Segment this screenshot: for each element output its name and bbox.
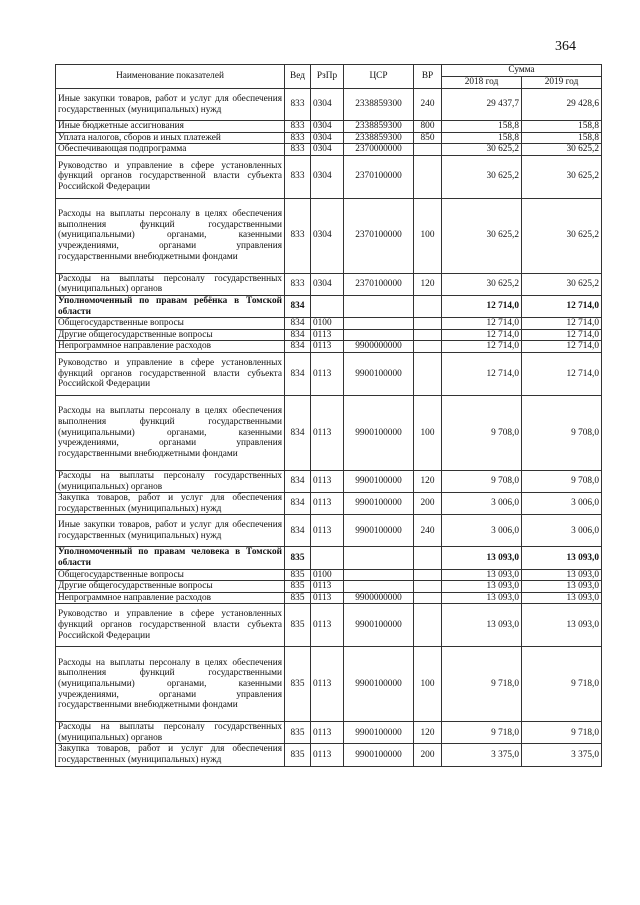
cell-csr: 2370000000 [344,144,414,156]
cell-vr [414,318,442,330]
table-row [56,604,602,647]
cell-y2019: 30 625,2 [522,144,602,156]
cell-ved: 835 [285,647,311,722]
cell-name: Непрограммное направление расходов [56,341,285,353]
cell-y2018: 12 714,0 [442,341,522,353]
cell-csr: 2338859300 [344,121,414,133]
table-row [56,515,602,547]
cell-vr: 240 [414,515,442,547]
cell-csr: 2370100000 [344,198,414,273]
cell-rzpr: 0100 [311,318,344,330]
table-row [56,569,602,581]
cell-csr [344,318,414,330]
cell-y2019: 29 428,6 [522,89,602,121]
cell-y2019: 3 006,0 [522,493,602,515]
cell-vr [414,547,442,569]
cell-y2018: 13 093,0 [442,604,522,647]
table-row [56,581,602,593]
cell-name: Расходы на выплаты персоналу государственных (муниципальных) органов [56,273,285,295]
cell-y2018: 30 625,2 [442,155,522,198]
cell-rzpr: 0113 [311,352,344,395]
cell-rzpr: 0304 [311,89,344,121]
cell-name: Иные закупки товаров, работ и услуг для обеспечения государственных (муниципальных) нужд [56,89,285,121]
table-row [56,470,602,492]
cell-vr [414,581,442,593]
cell-y2018: 13 093,0 [442,581,522,593]
cell-csr: 2370100000 [344,273,414,295]
cell-csr: 2338859300 [344,132,414,144]
table-row [56,329,602,341]
cell-rzpr: 0113 [311,515,344,547]
table-row [56,592,602,604]
cell-name: Уполномоченный по правам ребёнка в Томской области [56,295,285,317]
cell-rzpr: 0113 [311,395,344,470]
cell-ved: 834 [285,329,311,341]
cell-y2019: 158,8 [522,121,602,133]
cell-ved: 833 [285,121,311,133]
cell-ved: 834 [285,395,311,470]
cell-csr [344,547,414,569]
cell-y2019: 12 714,0 [522,318,602,330]
header-sum: Сумма [442,65,602,77]
cell-y2019: 13 093,0 [522,547,602,569]
cell-rzpr [311,547,344,569]
header-rzpr: РзПр [311,65,344,89]
cell-vr: 240 [414,89,442,121]
cell-vr [414,341,442,353]
cell-y2019: 13 093,0 [522,581,602,593]
cell-ved: 834 [285,352,311,395]
header-name: Наименование показателей [56,65,285,89]
cell-ved: 834 [285,295,311,317]
cell-vr [414,155,442,198]
cell-y2018: 12 714,0 [442,295,522,317]
cell-y2018: 9 718,0 [442,647,522,722]
cell-y2019: 12 714,0 [522,329,602,341]
table-row [56,121,602,133]
cell-y2019: 9 708,0 [522,470,602,492]
cell-y2019: 13 093,0 [522,569,602,581]
cell-ved: 834 [285,493,311,515]
cell-y2018: 158,8 [442,121,522,133]
cell-name: Руководство и управление в сфере установленных функций органов государственной власти субъекта Российской Федерации [56,352,285,395]
cell-y2018: 12 714,0 [442,329,522,341]
cell-rzpr: 0304 [311,132,344,144]
page-number: 364 [555,39,576,54]
cell-name: Уполномоченный по правам человека в Томской области [56,547,285,569]
cell-csr: 9900000000 [344,592,414,604]
table-row [56,295,602,317]
table-row [56,744,602,766]
cell-vr [414,329,442,341]
table-row [56,341,602,353]
cell-rzpr: 0113 [311,470,344,492]
cell-vr [414,295,442,317]
cell-y2019: 12 714,0 [522,295,602,317]
cell-y2019: 3 006,0 [522,515,602,547]
cell-csr [344,295,414,317]
cell-y2018: 9 718,0 [442,722,522,744]
cell-rzpr: 0304 [311,121,344,133]
cell-y2019: 12 714,0 [522,341,602,353]
table-row [56,198,602,273]
table-row [56,132,602,144]
cell-csr: 9900100000 [344,647,414,722]
table-row [56,352,602,395]
cell-ved: 835 [285,722,311,744]
table-row [56,273,602,295]
header-vr: ВР [414,65,442,89]
cell-y2018: 3 006,0 [442,515,522,547]
header-2019: 2019 год [522,77,602,89]
header-ved: Вед [285,65,311,89]
cell-ved: 833 [285,132,311,144]
cell-rzpr: 0113 [311,329,344,341]
cell-y2019: 13 093,0 [522,604,602,647]
cell-vr [414,569,442,581]
cell-rzpr: 0113 [311,493,344,515]
cell-name: Непрограммное направление расходов [56,592,285,604]
cell-ved: 835 [285,581,311,593]
cell-y2018: 29 437,7 [442,89,522,121]
table-row [56,89,602,121]
cell-vr: 850 [414,132,442,144]
cell-y2018: 13 093,0 [442,592,522,604]
cell-ved: 835 [285,604,311,647]
cell-rzpr: 0100 [311,569,344,581]
cell-vr: 800 [414,121,442,133]
cell-rzpr: 0304 [311,144,344,156]
header-csr: ЦСР [344,65,414,89]
cell-ved: 835 [285,547,311,569]
cell-name: Общегосударственные вопросы [56,569,285,581]
cell-y2018: 12 714,0 [442,352,522,395]
cell-vr: 200 [414,493,442,515]
cell-y2019: 9 718,0 [522,647,602,722]
cell-y2019: 9 708,0 [522,395,602,470]
cell-y2019: 9 718,0 [522,722,602,744]
table-row [56,395,602,470]
cell-y2018: 3 006,0 [442,493,522,515]
cell-name: Расходы на выплаты персоналу государственных (муниципальных) органов [56,722,285,744]
cell-csr: 9900100000 [344,515,414,547]
cell-csr: 9900100000 [344,470,414,492]
cell-ved: 834 [285,470,311,492]
cell-y2018: 12 714,0 [442,318,522,330]
cell-rzpr: 0113 [311,592,344,604]
cell-y2019: 30 625,2 [522,198,602,273]
budget-table [55,64,602,767]
cell-ved: 833 [285,198,311,273]
cell-ved: 834 [285,515,311,547]
cell-rzpr: 0113 [311,744,344,766]
table-row [56,318,602,330]
table-row [56,547,602,569]
cell-ved: 833 [285,155,311,198]
cell-rzpr: 0113 [311,647,344,722]
cell-y2019: 158,8 [522,132,602,144]
cell-ved: 834 [285,341,311,353]
cell-name: Расходы на выплаты персоналу в целях обеспечения выполнения функций государственными (муниципальными) органами, казенными учреждениями, органами управления государственными внебюджетными фондами [56,395,285,470]
cell-csr [344,569,414,581]
cell-rzpr: 0304 [311,198,344,273]
cell-name: Расходы на выплаты персоналу в целях обеспечения выполнения функций государственными (муниципальными) органами, казенными учреждениями, органами управления государственными внебюджетными фондами [56,647,285,722]
cell-rzpr [311,295,344,317]
cell-name: Расходы на выплаты персоналу государственных (муниципальных) органов [56,470,285,492]
cell-y2018: 158,8 [442,132,522,144]
cell-csr [344,329,414,341]
cell-rzpr: 0113 [311,341,344,353]
table-row [56,493,602,515]
cell-y2018: 30 625,2 [442,144,522,156]
cell-csr: 9900100000 [344,604,414,647]
cell-y2018: 9 708,0 [442,470,522,492]
cell-name: Расходы на выплаты персоналу в целях обеспечения выполнения функций государственными (муниципальными) органами, казенными учреждениями, органами управления государственными внебюджетными фондами [56,198,285,273]
cell-vr: 200 [414,744,442,766]
cell-name: Другие общегосударственные вопросы [56,581,285,593]
cell-y2018: 13 093,0 [442,569,522,581]
cell-ved: 833 [285,89,311,121]
cell-vr: 100 [414,198,442,273]
cell-name: Уплата налогов, сборов и иных платежей [56,132,285,144]
header-2018: 2018 год [442,77,522,89]
cell-vr: 120 [414,722,442,744]
cell-csr [344,581,414,593]
cell-name: Иные закупки товаров, работ и услуг для обеспечения государственных (муниципальных) нужд [56,515,285,547]
cell-rzpr: 0304 [311,155,344,198]
cell-csr: 9900100000 [344,744,414,766]
cell-name: Закупка товаров, работ и услуг для обеспечения государственных (муниципальных) нужд [56,493,285,515]
cell-csr: 9900100000 [344,352,414,395]
cell-name: Другие общегосударственные вопросы [56,329,285,341]
cell-name: Обеспечивающая подпрограмма [56,144,285,156]
cell-rzpr: 0304 [311,273,344,295]
cell-y2019: 12 714,0 [522,352,602,395]
cell-name: Руководство и управление в сфере установленных функций органов государственной власти субъекта Российской Федерации [56,155,285,198]
cell-vr: 120 [414,273,442,295]
table-row [56,155,602,198]
cell-ved: 835 [285,569,311,581]
cell-name: Руководство и управление в сфере установленных функций органов государственной власти субъекта Российской Федерации [56,604,285,647]
cell-csr: 2338859300 [344,89,414,121]
cell-name: Общегосударственные вопросы [56,318,285,330]
cell-name: Закупка товаров, работ и услуг для обеспечения государственных (муниципальных) нужд [56,744,285,766]
cell-vr [414,352,442,395]
cell-ved: 833 [285,144,311,156]
cell-csr: 9900100000 [344,722,414,744]
cell-y2019: 3 375,0 [522,744,602,766]
table-row [56,144,602,156]
cell-ved: 833 [285,273,311,295]
cell-ved: 835 [285,744,311,766]
cell-vr: 100 [414,647,442,722]
cell-csr: 9900000000 [344,341,414,353]
cell-rzpr: 0113 [311,604,344,647]
cell-y2019: 30 625,2 [522,155,602,198]
cell-y2019: 30 625,2 [522,273,602,295]
cell-vr [414,144,442,156]
cell-y2019: 13 093,0 [522,592,602,604]
cell-y2018: 13 093,0 [442,547,522,569]
cell-vr: 120 [414,470,442,492]
cell-vr [414,604,442,647]
cell-y2018: 9 708,0 [442,395,522,470]
cell-vr [414,592,442,604]
cell-csr: 9900100000 [344,493,414,515]
table-row [56,722,602,744]
cell-ved: 835 [285,592,311,604]
cell-y2018: 3 375,0 [442,744,522,766]
cell-rzpr: 0113 [311,581,344,593]
table-row [56,647,602,722]
cell-rzpr: 0113 [311,722,344,744]
cell-csr: 2370100000 [344,155,414,198]
cell-y2018: 30 625,2 [442,273,522,295]
cell-name: Иные бюджетные ассигнования [56,121,285,133]
cell-csr: 9900100000 [344,395,414,470]
cell-vr: 100 [414,395,442,470]
cell-ved: 834 [285,318,311,330]
cell-y2018: 30 625,2 [442,198,522,273]
